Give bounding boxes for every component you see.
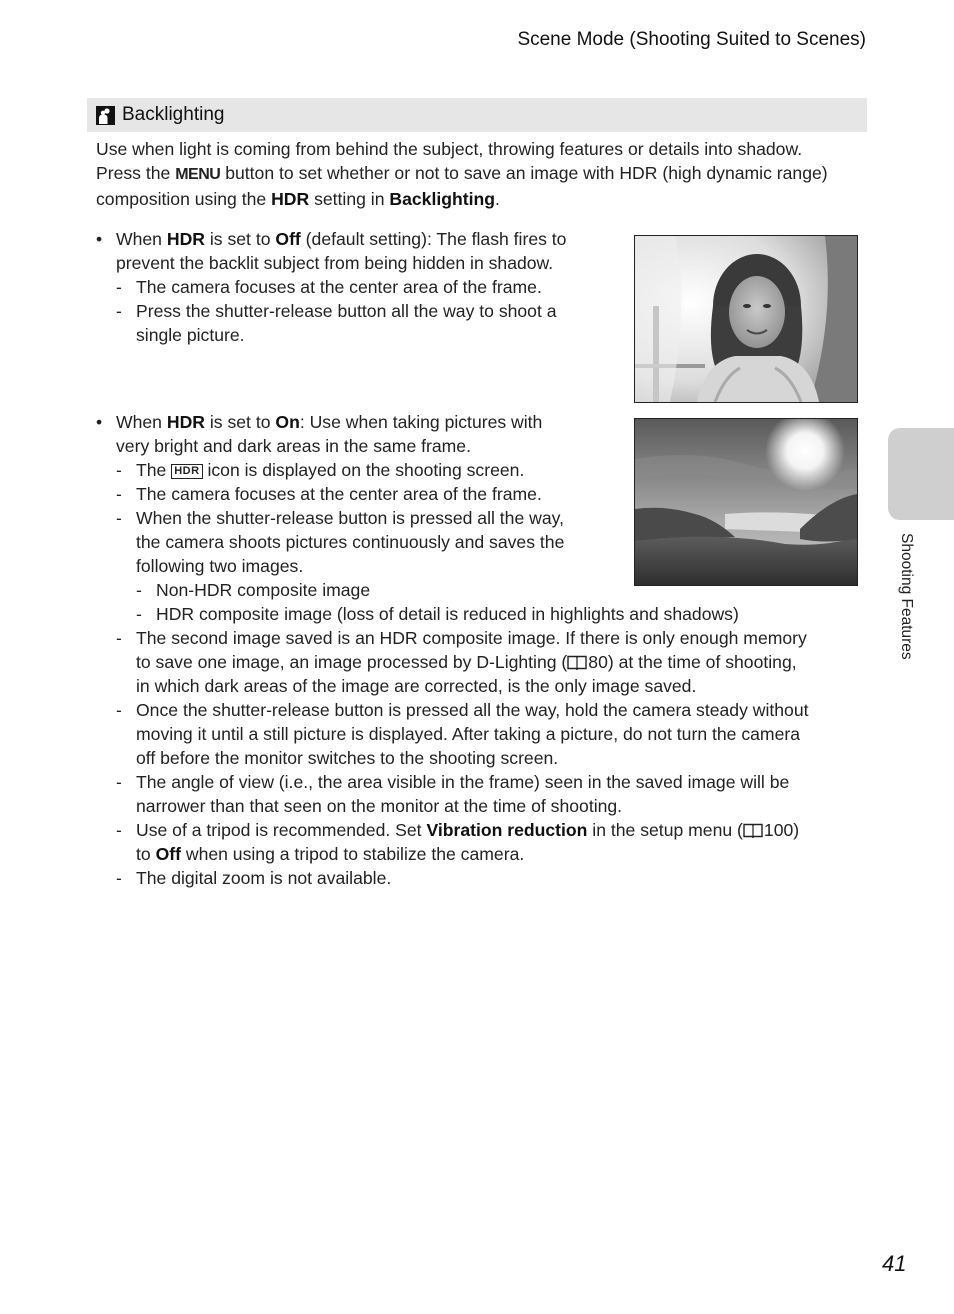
- portrait-backlit-photo: [634, 235, 858, 403]
- page-number: 41: [882, 1251, 907, 1276]
- book-reference-icon: [567, 652, 587, 667]
- intro-paragraph: Use when light is coming from behind the subject, throwing features or details into shadow. Press the MENU button to set whether or not to save an image with HDR (high dynamic range) composition using the HDR setting in Backlighting.: [96, 139, 828, 209]
- hdr-icon: HDR: [171, 464, 202, 479]
- backlighting-scene-icon: [96, 106, 115, 125]
- book-reference-icon: [743, 820, 763, 835]
- menu-button-glyph: MENU: [175, 166, 221, 183]
- bullet-hdr-off: • When HDR is set to Off (default setting): The flash fires to prevent the backlit subject from being hidden in shadow. - The camera focuses at the center area of the frame. - Press the shutter-release button all the way to shoot a single picture.: [96, 229, 567, 345]
- chapter-label: Shooting Features: [898, 533, 915, 660]
- landscape-sun-photo: [634, 418, 858, 586]
- section-title: Backlighting: [122, 104, 225, 125]
- chapter-tab: [888, 428, 954, 520]
- running-header: Scene Mode (Shooting Suited to Scenes): [517, 29, 866, 50]
- bullet-hdr-on: • When HDR is set to On: Use when taking pictures with very bright and dark areas in the same frame. - The HDR icon is displayed on the shooting screen. - The camera focuses at the center area of the frame. - When the shutter-release button is pressed all the way, the camera shoots pictures continuously and saves the following two images. - Non-HDR composite image - HDR composite image (loss of detail is reduced in highlights and shadows) - The second image saved is an HDR composite image. If there is only enough memory to save one image, an image processed by D-Lighting ( 80) at the time of shooting, in which dark areas of the image are corrected, is the only image saved. - Once the shutter-release button is pressed all the way, hold the camera steady without moving it until a still picture is displayed. After taking a picture, do not turn the camera off before the monitor switches to the shooting screen. - The angle of view (i.e., the area visible in the frame) seen in the saved image will be narrower than that seen on the monitor at the time of shooting. - Use of a tripod is recommended. Set Vibration reduction in the setup menu ( 100) to Off when using a tripod to stabilize the camera. - The digital zoom is not available.: [96, 412, 809, 888]
- section-heading-bar: [87, 98, 867, 132]
